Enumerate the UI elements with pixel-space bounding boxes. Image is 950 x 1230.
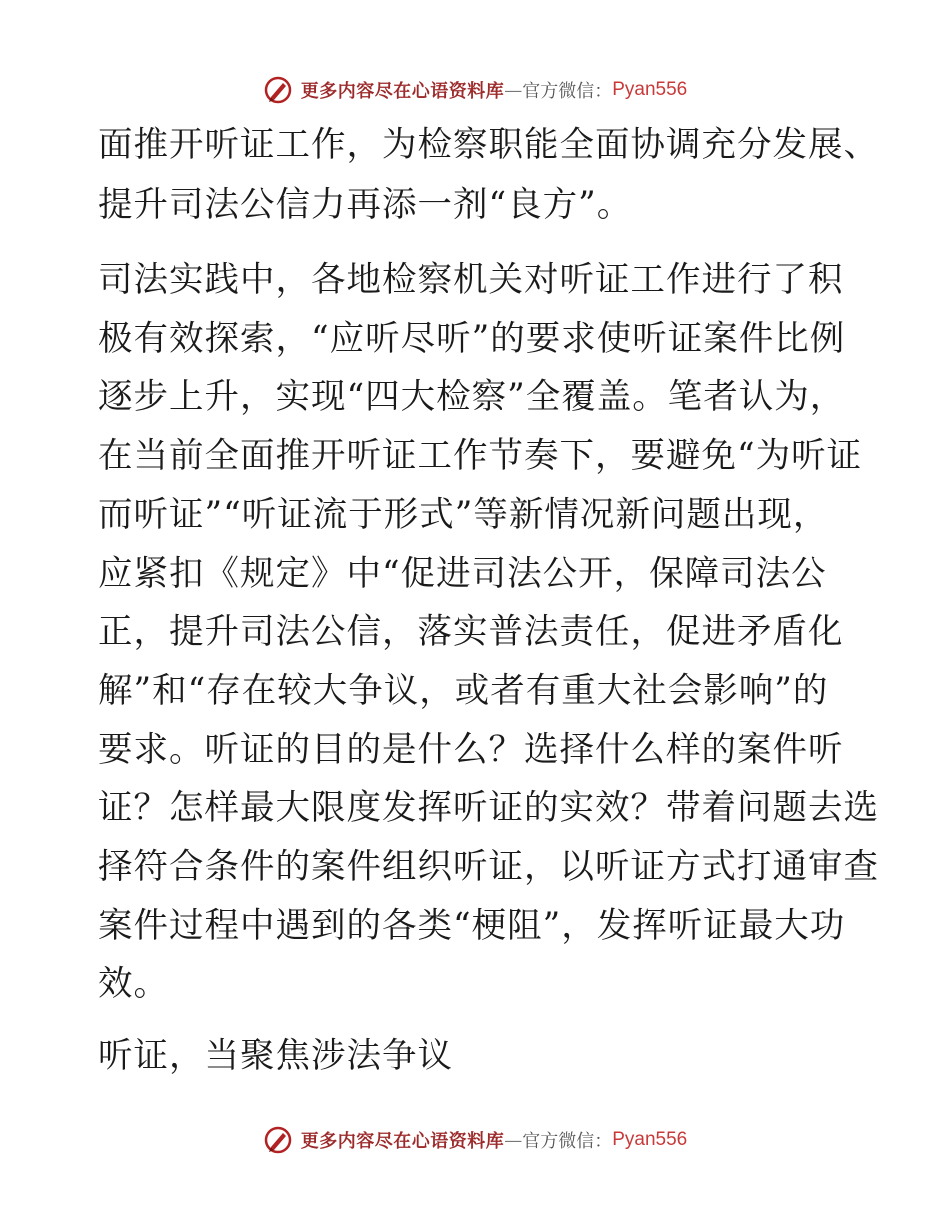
- text-line: 逐步上升，实现“四大检察”全覆盖。笔者认为，: [98, 377, 846, 417]
- text-line: 证？怎样最大限度发挥听证的实效？带着问题去选: [98, 788, 879, 828]
- watermark-wechat-id: Pyan556: [612, 79, 688, 100]
- footer-watermark: [0, 1120, 950, 1160]
- text-line: 司法实践中，各地检察机关对听证工作进行了积: [98, 260, 844, 300]
- text-line: 解”和“存在较大争议，或者有重大社会影响”的: [98, 671, 829, 711]
- text-line: 要求。听证的目的是什么？选择什么样的案件听: [98, 730, 844, 770]
- section-heading: 听证，当聚焦涉法争议: [98, 1036, 453, 1076]
- text-line: 择符合条件的案件组织听证，以听证方式打通审查: [98, 847, 879, 887]
- text-line: 正，提升司法公信，落实普法责任，促进矛盾化: [98, 612, 844, 652]
- pen-logo-icon: [263, 1125, 293, 1155]
- text-line: 极有效探索，“应听尽听”的要求使听证案件比例: [98, 319, 846, 359]
- watermark-dash: —: [504, 79, 523, 101]
- watermark-text: 更多内容尽在心语资料库: [300, 1131, 505, 1152]
- text-line: 在当前全面推开听证工作节奏下，要避免“为听证: [98, 436, 863, 476]
- text-line: 效。: [98, 964, 169, 1004]
- header-watermark: [0, 70, 950, 110]
- text-line: 提升司法公信力再添一剂“良方”。: [98, 185, 633, 225]
- text-line: 案件过程中遇到的各类“梗阻”，发挥听证最大功: [98, 906, 846, 946]
- watermark-dash: —: [504, 1129, 523, 1151]
- text-line: 应紧扣《规定》中“促进司法公开，保障司法公: [98, 554, 827, 594]
- text-line: 而听证”“听证流于形式”等新情况新问题出现，: [98, 495, 829, 535]
- watermark-wechat-label: 官方微信：: [522, 81, 613, 102]
- watermark-text: 更多内容尽在心语资料库: [300, 81, 505, 102]
- text-line: 面推开听证工作，为检察职能全面协调充分发展、: [98, 125, 879, 165]
- watermark-wechat-id: Pyan556: [612, 1129, 688, 1150]
- watermark-wechat-label: 官方微信：: [522, 1131, 613, 1152]
- pen-logo-icon: [263, 75, 293, 105]
